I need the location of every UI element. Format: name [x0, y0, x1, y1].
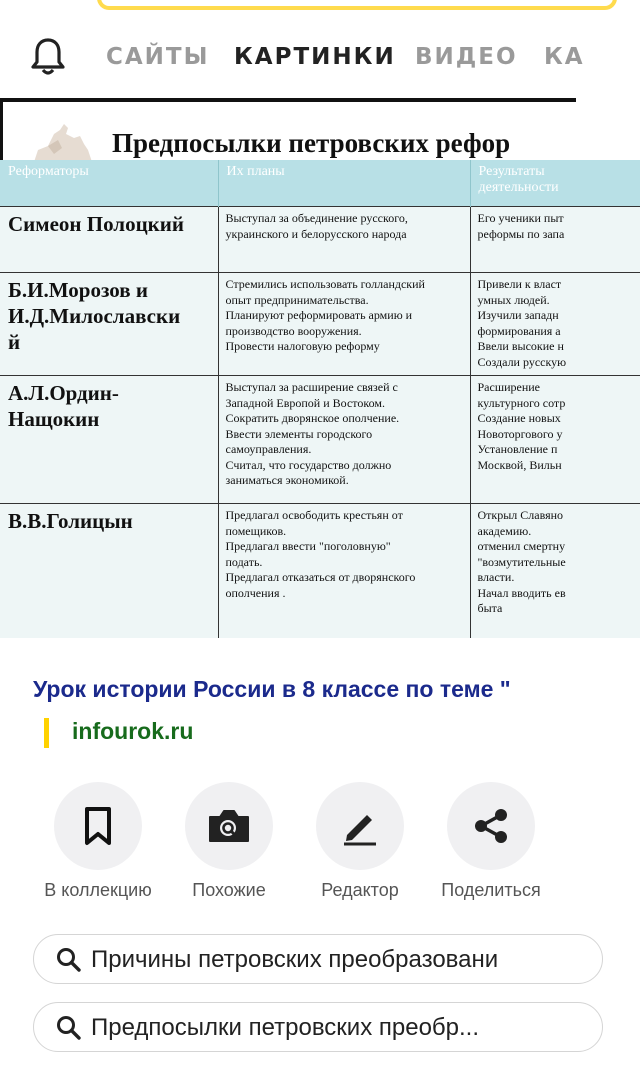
- table-row: [0, 504, 640, 638]
- result-text: Ввели высокие н: [477, 339, 564, 353]
- reformer-name-cell: [0, 504, 218, 638]
- plan-text: Предлагал ввести "поголовную": [225, 539, 391, 553]
- editor-circle[interactable]: [316, 782, 404, 870]
- result-text: "возмутительные: [477, 554, 566, 569]
- plan-text: Предлагал освободить крестьян от: [225, 508, 403, 522]
- result-text: Его ученики пыт: [477, 211, 564, 225]
- result-text: Изучили западн: [477, 308, 559, 322]
- header-text: Их планы: [226, 164, 285, 179]
- result-text: реформы по запа: [477, 226, 565, 241]
- plan-text: Предлагал отказаться от дворянского: [225, 570, 416, 584]
- result-text: Создание новых: [477, 411, 561, 425]
- plan-text: Сократить дворянское ополчение.: [225, 411, 400, 425]
- suggestion-chip-2[interactable]: [33, 1002, 603, 1052]
- pencil-icon: [340, 806, 380, 846]
- reformer-name-cell: [0, 207, 218, 273]
- table-body: [0, 207, 640, 638]
- source-link[interactable]: infourok.ru: [72, 718, 194, 744]
- suggestion-chip-1[interactable]: [33, 934, 603, 984]
- name-text: Нащокин: [8, 407, 100, 431]
- plan-text: украинского и белорусского народа: [225, 226, 407, 241]
- name-text: И.Д.Милославски: [8, 304, 181, 328]
- name-text: й: [8, 330, 21, 354]
- source-favicon: [44, 718, 49, 748]
- header-text: Результаты: [478, 164, 545, 179]
- collection-label: В коллекцию: [44, 880, 152, 900]
- image-frame-left: [0, 98, 3, 160]
- result-text: культурного сотр: [477, 395, 566, 410]
- tab-images[interactable]: КАРТИНКИ: [234, 44, 396, 70]
- result-text: власти.: [477, 570, 515, 584]
- editor-button[interactable]: [295, 782, 425, 901]
- tab-sites[interactable]: САЙТЫ: [106, 44, 210, 70]
- plan-text: опыт предпринимательства.: [225, 292, 369, 307]
- search-icon: [56, 947, 82, 973]
- suggestion-text: Предпосылки петровских преобр...: [91, 1014, 480, 1041]
- editor-label: Редактор: [321, 880, 399, 900]
- share-circle[interactable]: [447, 782, 535, 870]
- result-text: Установление п: [477, 442, 558, 456]
- plan-text: производство вооружения.: [225, 323, 362, 338]
- suggestion-text: Причины петровских преобразовани: [91, 946, 499, 973]
- camera-search-icon: [206, 808, 252, 844]
- name-text: Б.И.Морозов и: [8, 278, 148, 302]
- result-text: академию.: [477, 523, 532, 538]
- plan-text: Планируют реформировать армию и: [225, 308, 413, 322]
- result-text: быта: [477, 601, 503, 615]
- result-text: умных людей.: [477, 292, 550, 307]
- plan-text: Считал, что государство должно: [225, 457, 392, 472]
- bookmark-icon: [81, 806, 115, 846]
- add-to-collection-button[interactable]: [33, 782, 163, 901]
- table-header-row: [0, 160, 640, 207]
- result-text: Открыл Славяно: [477, 508, 564, 522]
- plan-text: подать.: [225, 554, 263, 569]
- name-text: А.Л.Ордин-: [8, 381, 119, 405]
- result-title-link[interactable]: Урок истории России в 8 классе по теме ": [33, 676, 511, 702]
- plan-text: Выступал за объединение русского,: [225, 211, 408, 225]
- plan-text: Ввести элементы городского: [225, 426, 373, 441]
- plan-text: Провести налоговую реформу: [225, 339, 380, 353]
- reformer-result-cell: [470, 207, 640, 273]
- header-text: Реформаторы: [8, 164, 89, 179]
- image-frame-top: [0, 98, 576, 102]
- share-icon: [471, 806, 511, 846]
- slide-title: Предпосылки петровских рефор: [112, 128, 511, 158]
- share-button[interactable]: [426, 782, 556, 901]
- reformer-plan-cell: [218, 504, 470, 638]
- bell-icon[interactable]: [28, 36, 68, 76]
- tab-video[interactable]: ВИДЕО: [415, 44, 518, 70]
- similar-button[interactable]: [164, 782, 294, 901]
- table-row: [0, 376, 640, 504]
- result-text: отменил смертну: [477, 539, 566, 553]
- name-text: Симеон Полоцкий: [8, 212, 184, 236]
- plan-text: Стремились использовать голландский: [225, 277, 425, 291]
- table-header-cell: [470, 160, 640, 207]
- reformer-name-cell: [0, 376, 218, 504]
- result-text: Новоторгового у: [477, 426, 563, 441]
- result-text: Москвой, Вильн: [477, 457, 562, 472]
- result-text: Расширение: [477, 380, 540, 394]
- name-text: В.В.Голицын: [8, 509, 133, 533]
- reformer-plan-cell: [218, 376, 470, 504]
- table-row: [0, 273, 640, 376]
- reformer-plan-cell: [218, 207, 470, 273]
- reformer-result-cell: [470, 273, 640, 376]
- result-text: формирования а: [477, 323, 561, 338]
- plan-text: самоуправления.: [225, 442, 312, 456]
- search-tabs: [0, 30, 585, 86]
- result-text: Привели к власт: [477, 277, 562, 291]
- result-text: Начал вводить ев: [477, 585, 566, 600]
- monument-illustration: [28, 120, 98, 162]
- table-header-cell: [218, 160, 470, 207]
- search-bar-edge[interactable]: [97, 0, 617, 10]
- table-row: [0, 207, 640, 273]
- plan-text: Западной Европой и Востоком.: [225, 395, 385, 410]
- table-header-cell: [0, 160, 218, 207]
- similar-label: Похожие: [192, 880, 266, 900]
- reformer-plan-cell: [218, 273, 470, 376]
- plan-text: ополчения .: [225, 585, 286, 600]
- plan-text: заниматься экономикой.: [225, 473, 349, 487]
- result-image[interactable]: [0, 98, 576, 642]
- reformer-result-cell: [470, 504, 640, 638]
- reformer-name-cell: [0, 273, 218, 376]
- reformer-result-cell: [470, 376, 640, 504]
- search-icon: [56, 1015, 82, 1041]
- tab-more[interactable]: КА: [544, 44, 585, 70]
- plan-text: Выступал за расширение связей с: [225, 380, 398, 394]
- share-label: Поделиться: [441, 880, 541, 900]
- result-text: Создали русскую: [477, 354, 567, 369]
- header-text: деятельности: [478, 180, 559, 195]
- reforms-table: [0, 160, 640, 638]
- collection-circle[interactable]: [54, 782, 142, 870]
- similar-circle[interactable]: [185, 782, 273, 870]
- plan-text: помещиков.: [225, 523, 287, 538]
